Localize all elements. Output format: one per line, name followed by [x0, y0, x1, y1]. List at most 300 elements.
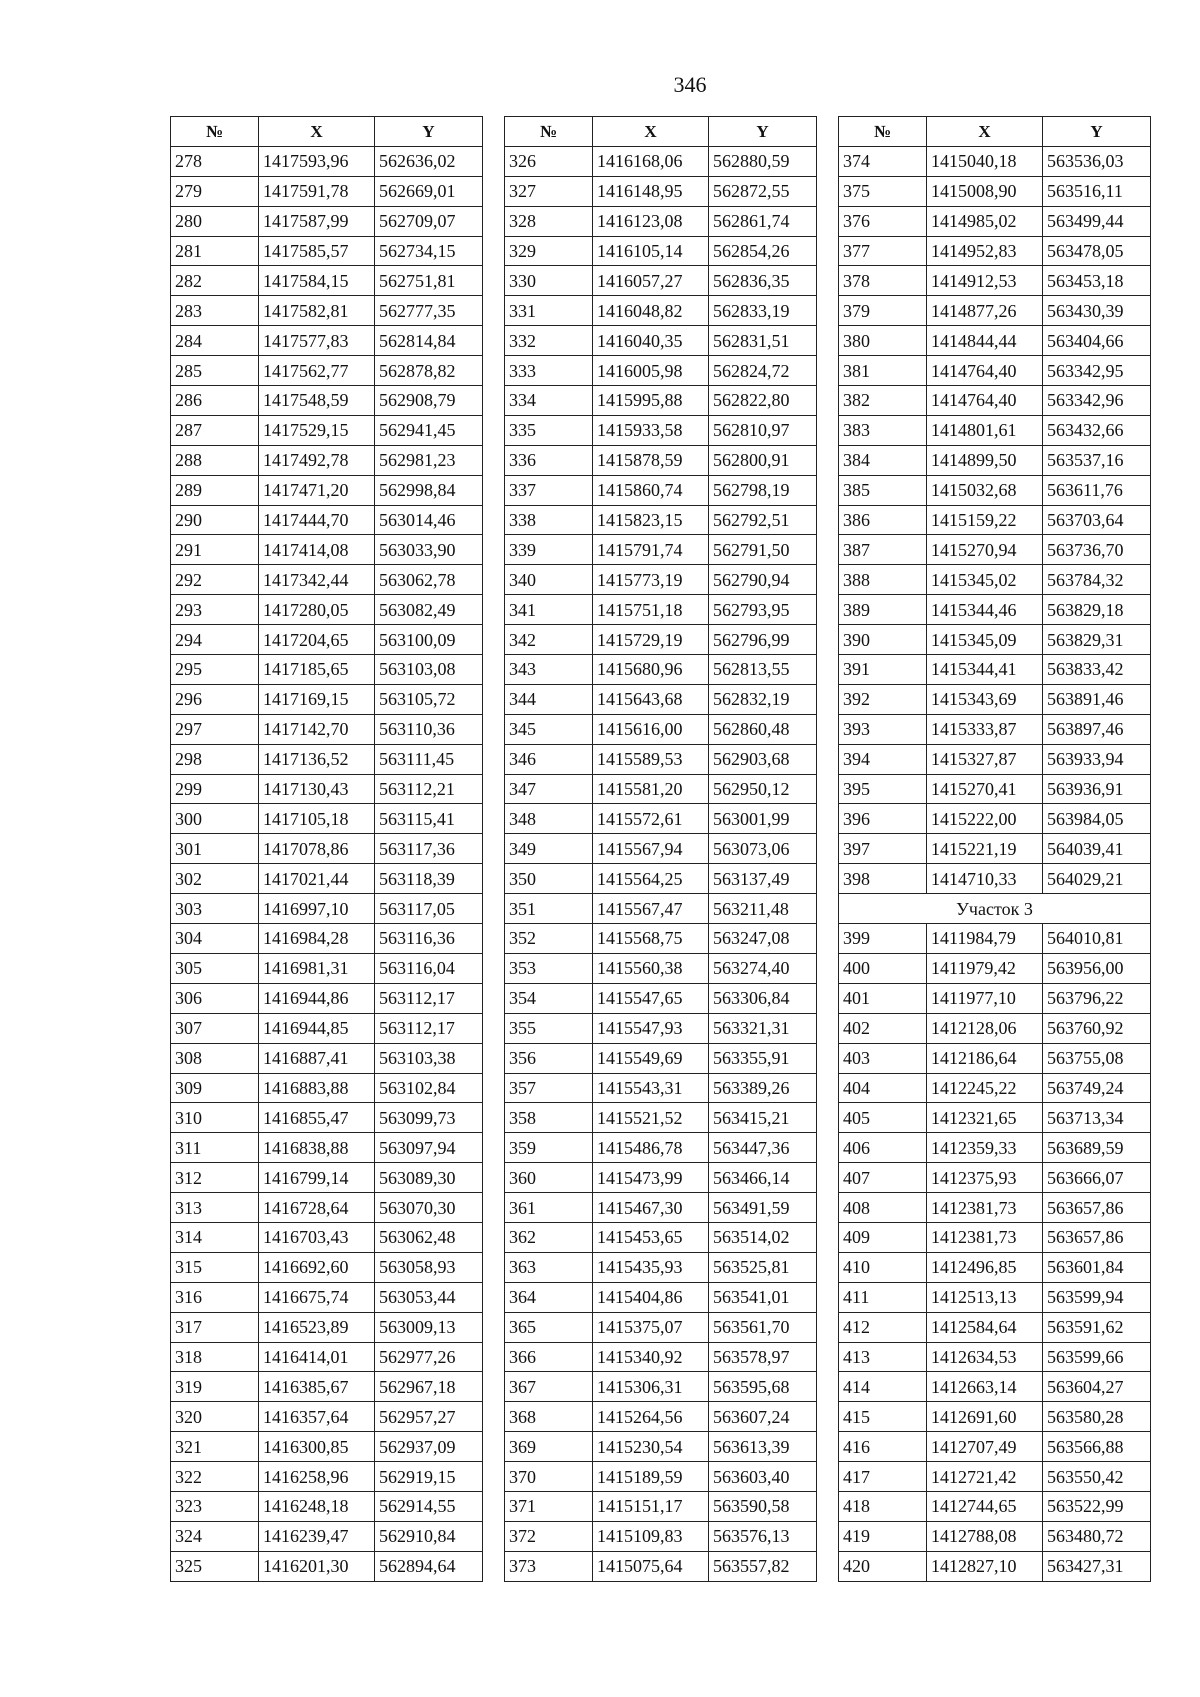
table-row: [505, 1133, 817, 1163]
x-coordinate: 1417444,70: [259, 505, 375, 535]
coordinates-table-3: [838, 116, 1151, 1582]
point-number: 344: [505, 684, 593, 714]
point-number: 310: [171, 1103, 259, 1133]
table-row: [171, 595, 483, 625]
table-row: [505, 894, 817, 924]
x-coordinate: 1415572,61: [593, 804, 709, 834]
point-number: 355: [505, 1013, 593, 1043]
y-coordinate: 563102,84: [375, 1073, 483, 1103]
point-number: 304: [171, 924, 259, 954]
y-coordinate: 563404,66: [1043, 326, 1151, 356]
point-number: 313: [171, 1193, 259, 1223]
x-coordinate: 1417136,52: [259, 744, 375, 774]
x-coordinate: 1412721,42: [927, 1462, 1043, 1492]
x-coordinate: 1414764,40: [927, 386, 1043, 416]
point-number: 393: [839, 714, 927, 744]
y-coordinate: 563536,03: [1043, 146, 1151, 176]
x-coordinate: 1415032,68: [927, 475, 1043, 505]
table-row: [505, 804, 817, 834]
x-coordinate: 1415616,00: [593, 714, 709, 744]
point-number: 284: [171, 326, 259, 356]
point-number: 281: [171, 236, 259, 266]
table-row: [171, 1342, 483, 1372]
y-coordinate: 562813,55: [709, 655, 817, 685]
x-coordinate: 1414764,40: [927, 356, 1043, 386]
point-number: 398: [839, 864, 927, 894]
point-number: 282: [171, 266, 259, 296]
x-coordinate: 1412707,49: [927, 1432, 1043, 1462]
point-number: 413: [839, 1342, 927, 1372]
table-row: [171, 565, 483, 595]
y-coordinate: 563447,36: [709, 1133, 817, 1163]
x-coordinate: 1415729,19: [593, 625, 709, 655]
y-coordinate: 563112,17: [375, 1013, 483, 1043]
table-row: [505, 595, 817, 625]
point-number: 320: [171, 1402, 259, 1432]
table-row: [505, 1073, 817, 1103]
y-coordinate: 562832,19: [709, 684, 817, 714]
y-coordinate: 563480,72: [1043, 1521, 1151, 1551]
y-coordinate: 563103,08: [375, 655, 483, 685]
x-coordinate: 1415773,19: [593, 565, 709, 595]
point-number: 386: [839, 505, 927, 535]
table-row: [171, 535, 483, 565]
y-coordinate: 562919,15: [375, 1462, 483, 1492]
x-coordinate: 1415567,94: [593, 834, 709, 864]
table-row: [505, 146, 817, 176]
y-coordinate: 562957,27: [375, 1402, 483, 1432]
table-row: [171, 953, 483, 983]
x-coordinate: 1415222,00: [927, 804, 1043, 834]
x-coordinate: 1416414,01: [259, 1342, 375, 1372]
x-coordinate: 1412634,53: [927, 1342, 1043, 1372]
point-number: 377: [839, 236, 927, 266]
y-coordinate: 563525,81: [709, 1252, 817, 1282]
point-number: 361: [505, 1193, 593, 1223]
table-row: [171, 266, 483, 296]
x-coordinate: 1415435,93: [593, 1252, 709, 1282]
x-coordinate: 1415230,54: [593, 1432, 709, 1462]
point-number: 353: [505, 953, 593, 983]
table-row: [505, 1222, 817, 1252]
point-number: 389: [839, 595, 927, 625]
table-row: [505, 475, 817, 505]
point-number: 302: [171, 864, 259, 894]
point-number: 409: [839, 1222, 927, 1252]
table-row: [839, 356, 1151, 386]
table-row: [505, 266, 817, 296]
y-coordinate: 563689,59: [1043, 1133, 1151, 1163]
table-row: [839, 1163, 1151, 1193]
x-coordinate: 1415151,17: [593, 1491, 709, 1521]
x-coordinate: 1417204,65: [259, 625, 375, 655]
y-coordinate: 563829,31: [1043, 625, 1151, 655]
x-coordinate: 1415344,46: [927, 595, 1043, 625]
point-number: 347: [505, 774, 593, 804]
point-number: 388: [839, 565, 927, 595]
point-number: 403: [839, 1043, 927, 1073]
x-coordinate: 1414912,53: [927, 266, 1043, 296]
point-number: 378: [839, 266, 927, 296]
point-number: 327: [505, 176, 593, 206]
x-coordinate: 1417587,99: [259, 206, 375, 236]
point-number: 339: [505, 535, 593, 565]
x-coordinate: 1415221,19: [927, 834, 1043, 864]
x-coordinate: 1412513,13: [927, 1282, 1043, 1312]
x-coordinate: 1416984,28: [259, 924, 375, 954]
point-number: 333: [505, 356, 593, 386]
table-row: [839, 1133, 1151, 1163]
table-row: [505, 1193, 817, 1223]
y-coordinate: 563082,49: [375, 595, 483, 625]
point-number: 390: [839, 625, 927, 655]
coordinates-table-2: [504, 116, 817, 1582]
x-coordinate: 1412744,65: [927, 1491, 1043, 1521]
point-number: 331: [505, 296, 593, 326]
x-coordinate: 1417492,78: [259, 445, 375, 475]
table-row: [505, 1103, 817, 1133]
x-coordinate: 1412128,06: [927, 1013, 1043, 1043]
table-row: [171, 684, 483, 714]
table-row: [839, 206, 1151, 236]
y-coordinate: 563604,27: [1043, 1372, 1151, 1402]
point-number: 417: [839, 1462, 927, 1492]
table-row: [171, 386, 483, 416]
table-row: [505, 445, 817, 475]
table-row: [171, 1103, 483, 1133]
table-row: [505, 1521, 817, 1551]
table-row: [505, 1342, 817, 1372]
y-coordinate: 562833,19: [709, 296, 817, 326]
y-coordinate: 562669,01: [375, 176, 483, 206]
y-coordinate: 563342,95: [1043, 356, 1151, 386]
x-coordinate: 1415189,59: [593, 1462, 709, 1492]
point-number: 412: [839, 1312, 927, 1342]
y-coordinate: 562981,23: [375, 445, 483, 475]
table-row: [171, 924, 483, 954]
x-coordinate: 1412375,93: [927, 1163, 1043, 1193]
y-coordinate: 563099,73: [375, 1103, 483, 1133]
x-coordinate: 1415751,18: [593, 595, 709, 625]
table-row: [505, 924, 817, 954]
y-coordinate: 563053,44: [375, 1282, 483, 1312]
table-row: [839, 236, 1151, 266]
point-number: 351: [505, 894, 593, 924]
x-coordinate: 1417577,83: [259, 326, 375, 356]
table-row: [839, 864, 1151, 894]
table-row: [171, 176, 483, 206]
y-coordinate: 563321,31: [709, 1013, 817, 1043]
point-number: 301: [171, 834, 259, 864]
table-row: [839, 744, 1151, 774]
y-coordinate: 563117,05: [375, 894, 483, 924]
point-number: 307: [171, 1013, 259, 1043]
x-coordinate: 1415270,94: [927, 535, 1043, 565]
y-coordinate: 563580,28: [1043, 1402, 1151, 1432]
x-coordinate: 1416944,86: [259, 983, 375, 1013]
point-number: 402: [839, 1013, 927, 1043]
point-number: 300: [171, 804, 259, 834]
y-coordinate: 563755,08: [1043, 1043, 1151, 1073]
table-row: [839, 266, 1151, 296]
point-number: 289: [171, 475, 259, 505]
x-coordinate: 1415159,22: [927, 505, 1043, 535]
x-coordinate: 1412359,33: [927, 1133, 1043, 1163]
point-number: 309: [171, 1073, 259, 1103]
y-coordinate: 563611,76: [1043, 475, 1151, 505]
table-row: [171, 475, 483, 505]
header-x: X: [259, 117, 375, 147]
y-coordinate: 563541,01: [709, 1282, 817, 1312]
point-number: 332: [505, 326, 593, 356]
point-number: 315: [171, 1252, 259, 1282]
table-row: [171, 1043, 483, 1073]
x-coordinate: 1415547,65: [593, 983, 709, 1013]
table-row: [839, 1193, 1151, 1223]
point-number: 352: [505, 924, 593, 954]
table-row: [839, 445, 1151, 475]
y-coordinate: 562796,99: [709, 625, 817, 655]
x-coordinate: 1417584,15: [259, 266, 375, 296]
table-row: [839, 146, 1151, 176]
point-number: 298: [171, 744, 259, 774]
y-coordinate: 562734,15: [375, 236, 483, 266]
x-coordinate: 1412584,64: [927, 1312, 1043, 1342]
x-coordinate: 1415343,69: [927, 684, 1043, 714]
table-row: [171, 146, 483, 176]
point-number: 420: [839, 1551, 927, 1581]
y-coordinate: 562814,84: [375, 326, 483, 356]
x-coordinate: 1411984,79: [927, 924, 1043, 954]
point-number: 400: [839, 953, 927, 983]
header-x: X: [593, 117, 709, 147]
y-coordinate: 562908,79: [375, 386, 483, 416]
y-coordinate: 563389,26: [709, 1073, 817, 1103]
point-number: 366: [505, 1342, 593, 1372]
x-coordinate: 1415564,25: [593, 864, 709, 894]
y-coordinate: 563578,97: [709, 1342, 817, 1372]
y-coordinate: 563033,90: [375, 535, 483, 565]
table-row: [171, 1402, 483, 1432]
x-coordinate: 1415404,86: [593, 1282, 709, 1312]
y-coordinate: 563590,58: [709, 1491, 817, 1521]
table-row: [839, 296, 1151, 326]
y-coordinate: 562998,84: [375, 475, 483, 505]
x-coordinate: 1416981,31: [259, 953, 375, 983]
x-coordinate: 1416201,30: [259, 1551, 375, 1581]
table-row: [505, 1462, 817, 1492]
point-number: 392: [839, 684, 927, 714]
table-row: [505, 535, 817, 565]
x-coordinate: 1416105,14: [593, 236, 709, 266]
point-number: 363: [505, 1252, 593, 1282]
y-coordinate: 563576,13: [709, 1521, 817, 1551]
table-row: [505, 1402, 817, 1432]
point-number: 336: [505, 445, 593, 475]
point-number: 358: [505, 1103, 593, 1133]
y-coordinate: 563657,86: [1043, 1193, 1151, 1223]
point-number: 329: [505, 236, 593, 266]
point-number: 278: [171, 146, 259, 176]
point-number: 321: [171, 1432, 259, 1462]
y-coordinate: 563211,48: [709, 894, 817, 924]
y-coordinate: 562914,55: [375, 1491, 483, 1521]
x-coordinate: 1415680,96: [593, 655, 709, 685]
x-coordinate: 1416887,41: [259, 1043, 375, 1073]
table-row: [171, 206, 483, 236]
point-number: 405: [839, 1103, 927, 1133]
x-coordinate: 1416703,43: [259, 1222, 375, 1252]
table-row: [839, 326, 1151, 356]
y-coordinate: 562937,09: [375, 1432, 483, 1462]
y-coordinate: 562751,81: [375, 266, 483, 296]
header-num: №: [839, 117, 927, 147]
header-row: [171, 117, 483, 147]
table-row: [839, 1252, 1151, 1282]
point-number: 362: [505, 1222, 593, 1252]
y-coordinate: 563749,24: [1043, 1073, 1151, 1103]
point-number: 399: [839, 924, 927, 954]
point-number: 391: [839, 655, 927, 685]
y-coordinate: 563432,66: [1043, 415, 1151, 445]
y-coordinate: 563430,39: [1043, 296, 1151, 326]
point-number: 283: [171, 296, 259, 326]
table-row: [505, 1551, 817, 1581]
table-row: [171, 505, 483, 535]
point-number: 418: [839, 1491, 927, 1521]
y-coordinate: 563599,94: [1043, 1282, 1151, 1312]
point-number: 334: [505, 386, 593, 416]
table-row: [839, 953, 1151, 983]
header-y: Y: [1043, 117, 1151, 147]
point-number: 312: [171, 1163, 259, 1193]
table-row: [505, 386, 817, 416]
y-coordinate: 563557,82: [709, 1551, 817, 1581]
table-row: [505, 1372, 817, 1402]
table-row: [171, 625, 483, 655]
y-coordinate: 563666,07: [1043, 1163, 1151, 1193]
table-row: [839, 386, 1151, 416]
point-number: 416: [839, 1432, 927, 1462]
y-coordinate: 563833,42: [1043, 655, 1151, 685]
y-coordinate: 563116,04: [375, 953, 483, 983]
x-coordinate: 1415543,31: [593, 1073, 709, 1103]
y-coordinate: 563478,05: [1043, 236, 1151, 266]
x-coordinate: 1412788,08: [927, 1521, 1043, 1551]
point-number: 404: [839, 1073, 927, 1103]
point-number: 323: [171, 1491, 259, 1521]
point-number: 396: [839, 804, 927, 834]
y-coordinate: 563891,46: [1043, 684, 1151, 714]
table-row: [171, 445, 483, 475]
table-row: [505, 625, 817, 655]
table-row: [839, 1073, 1151, 1103]
table-row: [505, 1163, 817, 1193]
y-coordinate: 562800,91: [709, 445, 817, 475]
point-number: 357: [505, 1073, 593, 1103]
x-coordinate: 1416883,88: [259, 1073, 375, 1103]
point-number: 371: [505, 1491, 593, 1521]
x-coordinate: 1415109,83: [593, 1521, 709, 1551]
table-row: [505, 356, 817, 386]
x-coordinate: 1414844,44: [927, 326, 1043, 356]
coordinates-table-1: [170, 116, 483, 1582]
y-coordinate: 562798,19: [709, 475, 817, 505]
y-coordinate: 562910,84: [375, 1521, 483, 1551]
point-number: 295: [171, 655, 259, 685]
point-number: 408: [839, 1193, 927, 1223]
point-number: 381: [839, 356, 927, 386]
y-coordinate: 563118,39: [375, 864, 483, 894]
table-row: [171, 236, 483, 266]
y-coordinate: 564029,21: [1043, 864, 1151, 894]
point-number: 407: [839, 1163, 927, 1193]
table-row: [505, 326, 817, 356]
x-coordinate: 1415568,75: [593, 924, 709, 954]
y-coordinate: 563073,06: [709, 834, 817, 864]
y-coordinate: 563829,18: [1043, 595, 1151, 625]
table-row: [505, 176, 817, 206]
table-row: [839, 415, 1151, 445]
table-row: [171, 804, 483, 834]
table-row: [171, 744, 483, 774]
x-coordinate: 1416300,85: [259, 1432, 375, 1462]
table-row: [171, 1372, 483, 1402]
x-coordinate: 1416057,27: [593, 266, 709, 296]
x-coordinate: 1416048,82: [593, 296, 709, 326]
y-coordinate: 564010,81: [1043, 924, 1151, 954]
point-number: 395: [839, 774, 927, 804]
y-coordinate: 562880,59: [709, 146, 817, 176]
header-y: Y: [375, 117, 483, 147]
point-number: 286: [171, 386, 259, 416]
x-coordinate: 1417280,05: [259, 595, 375, 625]
point-number: 364: [505, 1282, 593, 1312]
point-number: 356: [505, 1043, 593, 1073]
y-coordinate: 562831,51: [709, 326, 817, 356]
table-row: [505, 565, 817, 595]
table-row: [171, 983, 483, 1013]
point-number: 401: [839, 983, 927, 1013]
table-row: [839, 714, 1151, 744]
point-number: 350: [505, 864, 593, 894]
y-coordinate: 563111,45: [375, 744, 483, 774]
table-row: [505, 774, 817, 804]
x-coordinate: 1415933,58: [593, 415, 709, 445]
point-number: 343: [505, 655, 593, 685]
y-coordinate: 562967,18: [375, 1372, 483, 1402]
table-row: [839, 505, 1151, 535]
table-row: [839, 804, 1151, 834]
x-coordinate: 1417591,78: [259, 176, 375, 206]
table-row: [839, 684, 1151, 714]
x-coordinate: 1417529,15: [259, 415, 375, 445]
y-coordinate: 563247,08: [709, 924, 817, 954]
table-row: [505, 1312, 817, 1342]
table-row: [171, 296, 483, 326]
point-number: 317: [171, 1312, 259, 1342]
y-coordinate: 562950,12: [709, 774, 817, 804]
table-row: [839, 834, 1151, 864]
table-row: [839, 1462, 1151, 1492]
table-row: [839, 1043, 1151, 1073]
x-coordinate: 1416997,10: [259, 894, 375, 924]
point-number: 291: [171, 535, 259, 565]
y-coordinate: 563116,36: [375, 924, 483, 954]
x-coordinate: 1417414,08: [259, 535, 375, 565]
y-coordinate: 563112,21: [375, 774, 483, 804]
table-row: [839, 475, 1151, 505]
